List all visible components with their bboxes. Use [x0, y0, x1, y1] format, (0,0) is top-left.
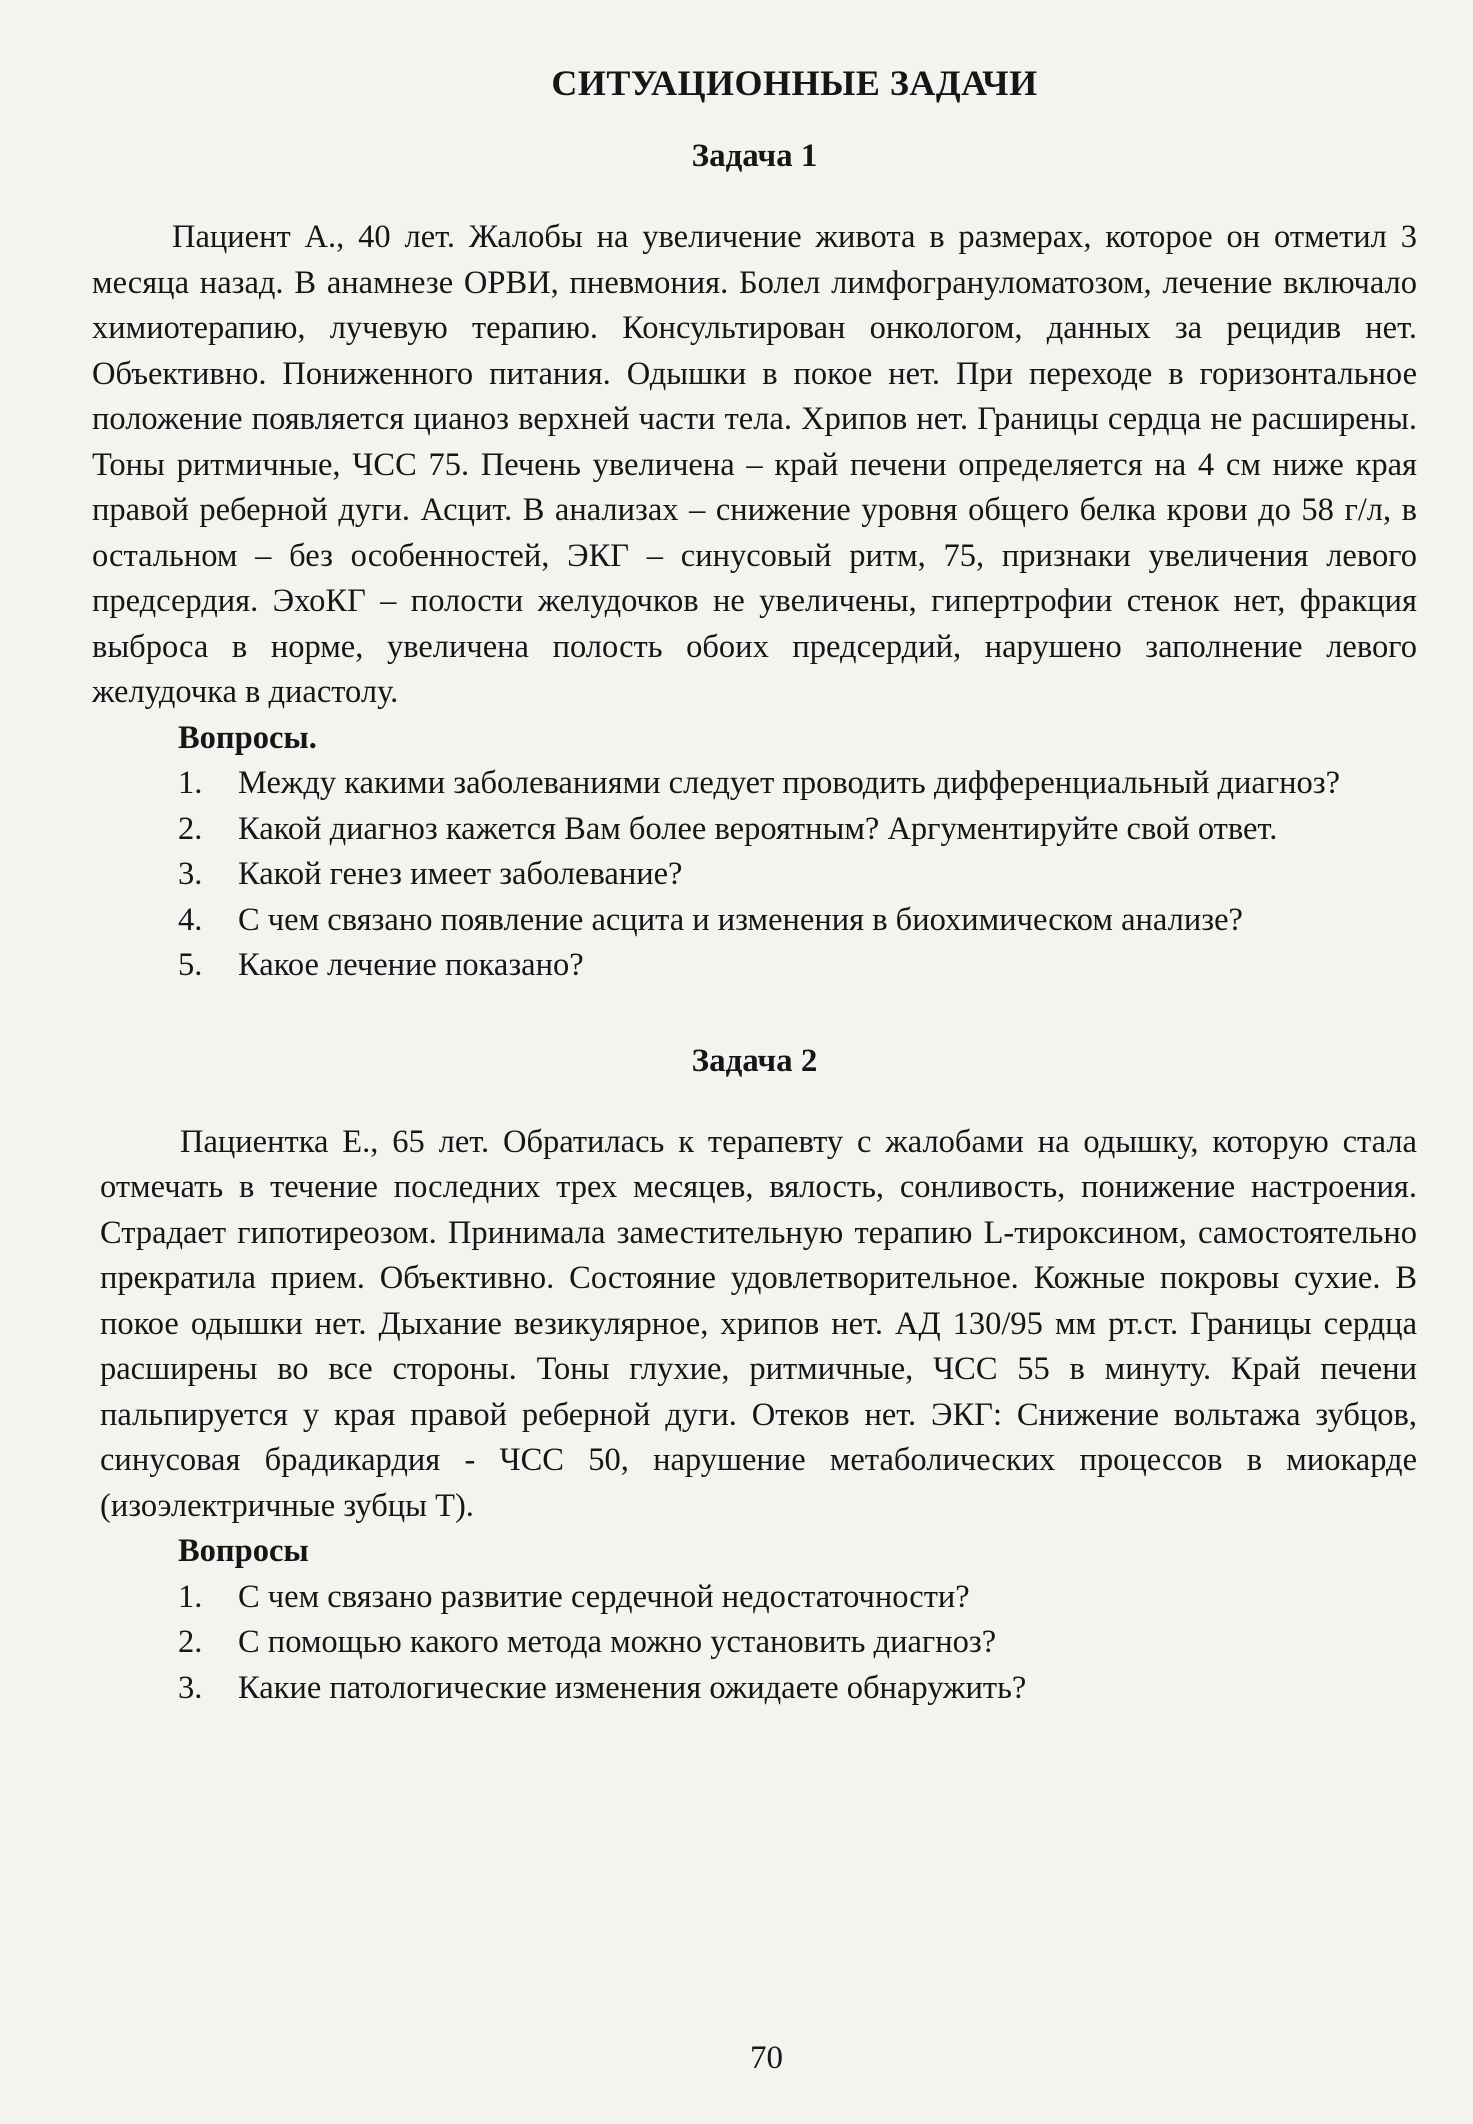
question-text: Какое лечение показано?: [238, 947, 584, 983]
question-number: 2.: [178, 1624, 203, 1660]
question-number: 4.: [178, 901, 203, 938]
task-2-questions-list: [92, 1575, 1417, 1712]
question-text: С чем связано появление асцита и изменения в биохимическом анализе?: [238, 901, 1243, 938]
question-number: 2.: [178, 810, 203, 847]
list-item: [178, 943, 1417, 989]
question-text: Какой генез имеет заболевание?: [238, 856, 683, 892]
task-2-text: Пациентка Е., 65 лет. Обратилась к терапевту с жалобами на одышку, которую стала отмечать в течение последних трех месяцев, вялость, сонливость, понижение настроения. Страдает гипотиреозом. Принимала заместительную терапию L-тироксином, самостоятельно прекратила прием. Объективно. Состояние удовлетворительное. Кожные покровы сухие. В покое одышки нет. Дыхание везикулярное, хрипов нет. АД 130/95 мм рт.ст. Границы сердца расширены во все стороны. Тоны глухие, ритмичные, ЧСС 55 в минуту. Край печени пальпируется у края правой реберной дуги. Отеков нет. ЭКГ: Снижение вольтажа зубцов, синусовая брадикардия - ЧСС 50, нарушение метаболических процессов в миокарде (изоэлектричные зубцы Т).: [100, 1123, 1417, 1524]
task-2-section: [92, 1043, 1417, 1712]
task-1-text: Пациент А., 40 лет. Жалобы на увеличение живота в размерах, которое он отметил 3 месяца назад. В анамнезе ОРВИ, пневмония. Болел лимфогрануломатозом, лечение включало химиотерапию, лучевую терапию. Консультирован онкологом, данных за рецидив нет. Объективно. Пониженного питания. Одышки в покое нет. При переходе в горизонтальное положение появляется цианоз верхней части тела. Хрипов нет. Границы сердца не расширены. Тоны ритмичные, ЧСС 75. Печень увеличена – край печени определяется на 4 см ниже края правой реберной дуги. Асцит. В анализах – снижение уровня общего белка крови до 58 г/л, в остальном – без особенностей, ЭКГ – синусовый ритм, 75, признаки увеличения левого предсердия. ЭхоКГ – полости желудочков не увеличены, гипертрофии стенок нет, фракция выброса в норме, увеличена полость обоих предсердий, нарушено заполнение левого желудочка в диастолу.: [92, 219, 1417, 710]
task-2-questions-title: Вопросы: [178, 1533, 309, 1569]
list-item: [178, 761, 1417, 807]
question-text: Какой диагноз кажется Вам более вероятным? Аргументируйте свой ответ.: [238, 810, 1278, 847]
question-number: 5.: [178, 947, 203, 983]
page-content: [92, 62, 1417, 1711]
question-number: 1.: [178, 1578, 203, 1615]
question-text: Между какими заболеваниями следует проводить дифференциальный диагноз?: [238, 765, 1341, 801]
list-item: [178, 852, 1417, 898]
page-title: СИТУАЦИОННЫЕ ЗАДАЧИ: [551, 63, 1038, 103]
task-1-questions-title: Вопросы.: [178, 719, 317, 756]
task-1-questions-list: [92, 761, 1417, 989]
task-1-section: [92, 138, 1417, 989]
list-item: [178, 1620, 1417, 1666]
list-item: [178, 898, 1417, 944]
question-number: 3.: [178, 1669, 203, 1706]
question-number: 3.: [178, 856, 203, 892]
list-item: [178, 807, 1417, 853]
question-number: 1.: [178, 765, 203, 801]
question-text: С помощью какого метода можно установить диагноз?: [238, 1624, 997, 1660]
question-text: Какие патологические изменения ожидаете обнаружить?: [238, 1669, 1027, 1706]
page-number: 70: [750, 2040, 783, 2076]
question-text: С чем связано развитие сердечной недостаточности?: [238, 1578, 970, 1615]
list-item: [178, 1666, 1417, 1712]
task-1-title: Задача 1: [691, 138, 818, 174]
task-2-title: Задача 2: [691, 1042, 818, 1079]
list-item: [178, 1575, 1417, 1621]
